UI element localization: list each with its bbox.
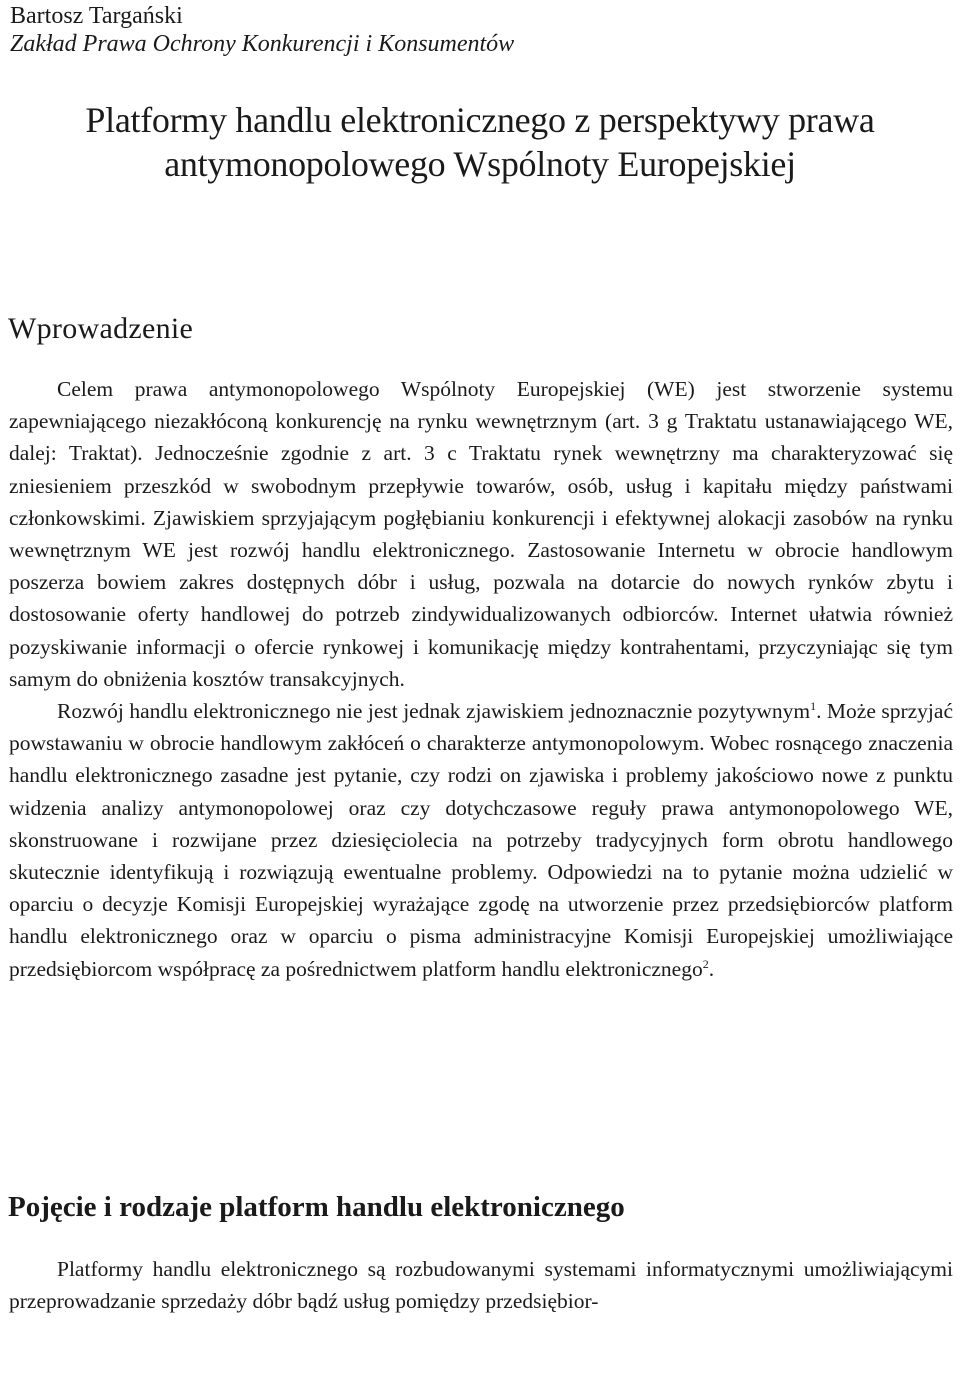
platform-types-body [9, 1253, 953, 1317]
footnote-ref-1: 1 [810, 698, 817, 713]
author-name: Bartosz Targański [10, 3, 183, 29]
footnote-ref-2: 2 [702, 956, 709, 971]
introduction-paragraph-2 [9, 695, 953, 985]
introduction-paragraph-1: Celem prawa antymonopolowego Wspólnoty Europejskiej (WE) jest stworzenie systemu zapewniającego niezakłóconą konkurencję na rynku wewnętrznym (art. 3 g Traktatu ustanawiającego WE, dalej: Traktat). Jednocześnie zgodnie z art. 3 c Traktatu rynek wewnętrzny ma charakteryzować się zniesieniem przeszkód w swobodnym przepływie towarów, osób, usług i kapitału między państwami członkowskimi. Zjawiskiem sprzyjającym pogłębianiu konkurencji i efektywnej alokacji zasobów na rynku wewnętrznym WE jest rozwój handlu elektronicznego. Zastosowanie Internetu w obrocie handlowym poszerza bowiem zakres dostępnych dóbr i usług, pozwala na dotarcie do nowych rynków zbytu i dostosowanie oferty handlowej do potrzeb zindywidualizowanych odbiorców. Internet ułatwia również pozyskiwanie informacji o ofercie rynkowej i komunikację między kontrahentami, przyczyniając się tym samym do obniżenia kosztów transakcyjnych. [9, 377, 953, 691]
article-title-line-2: antymonopolowego Wspólnoty Europejskiej [164, 144, 796, 184]
introduction-body [9, 373, 953, 985]
author-affiliation: Zakład Prawa Ochrony Konkurencji i Konsumentów [10, 31, 515, 57]
article-title-line-1: Platformy handlu elektronicznego z perspektywy prawa [85, 100, 875, 140]
introduction-paragraph-2-text-b: . Może sprzyjać powstawaniu w obrocie handlowym zakłóceń o charakterze antymonopolowym. Wobec rosnącego znaczenia handlu elektronicznego zasadne jest pytanie, czy rodzi on zjawiska i problemy jakościowo nowe z punktu widzenia analizy antymonopolowej oraz czy dotychczasowe reguły prawa antymonopolowego WE, skonstruowane i rozwijane przez dziesięciolecia na potrzeby tradycyjnych form obrotu handlowego skutecznie identyfikują i rozwiązują ewentualne problemy. Odpowiedzi na to pytanie można udzielić w oparciu o decyzje Komisji Europejskiej wyrażające zgodę na utworzenie przez przedsiębiorców platform handlu elektronicznego oraz w oparciu o pisma administracyjne Komisji Europejskiej umożliwiające przedsiębiorcom współpracę za pośrednictwem platform handlu elektronicznego [9, 699, 953, 981]
article-title [0, 98, 960, 186]
introduction-paragraph-2-text-a: Rozwój handlu elektronicznego nie jest jednak zjawiskiem jednoznacznie pozytywnym [57, 699, 811, 724]
section-heading-introduction: Wprowadzenie [8, 312, 194, 345]
introduction-paragraph-2-text-c: . [708, 956, 715, 981]
section-heading-platform-types: Pojęcie i rodzaje platform handlu elektronicznego [8, 1191, 625, 1223]
platform-types-paragraph-1: Platformy handlu elektronicznego są rozbudowanymi systemami informatycznymi umożliwiającymi przeprowadzanie sprzedaży dóbr bądź usług pomiędzy przedsiębior- [9, 1257, 953, 1314]
